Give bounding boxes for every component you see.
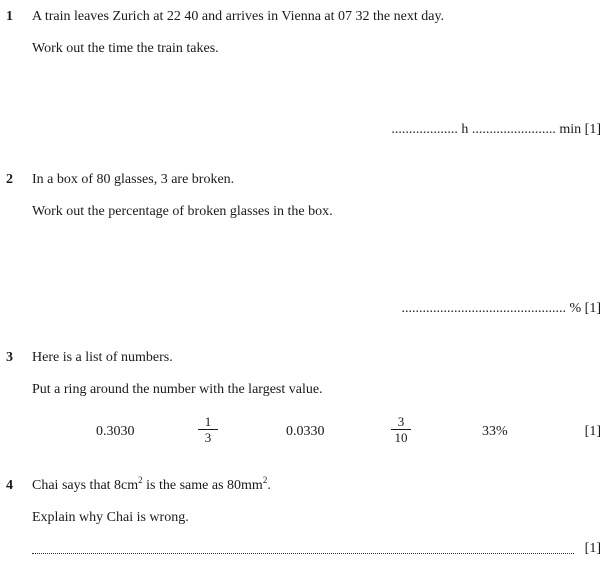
q4-text-pre: Chai says that 8 — [32, 478, 122, 493]
question-4-number: 4 — [6, 478, 13, 493]
question-3-marks: [1] — [584, 424, 601, 439]
question-3-instruction: Put a ring around the number with the largest value. — [32, 382, 323, 397]
question-4-answer-line[interactable] — [32, 553, 574, 554]
exponent-squared: 2 — [262, 475, 268, 485]
question-4-instruction: Explain why Chai is wrong. — [32, 510, 189, 525]
question-4-marks: [1] — [584, 541, 601, 556]
fraction-numerator: 3 — [397, 414, 405, 429]
question-2-marks: [1] — [584, 301, 601, 316]
question-1-text: A train leaves Zurich at 22 40 and arrives in Vienna at 07 32 the next day. — [32, 9, 445, 24]
option-three-tenths[interactable] — [390, 415, 412, 444]
minutes-answer-dots[interactable]: ........................ — [471, 122, 556, 137]
option-0-3030[interactable]: 0.3030 — [96, 424, 135, 439]
question-4-text — [32, 475, 271, 494]
exponent-squared: 2 — [138, 475, 143, 485]
question-2-instruction: Work out the percentage of broken glasses in the box. — [32, 204, 333, 219]
fraction-denominator: 10 — [394, 430, 408, 445]
minutes-unit: min — [559, 122, 582, 137]
question-2-answer-line[interactable] — [402, 301, 602, 317]
percentage-answer-dots[interactable]: ............................................... — [401, 301, 566, 316]
q4-text-post: . — [267, 478, 271, 493]
question-2-text: In a box of 80 glasses, 3 are broken. — [32, 172, 235, 187]
option-one-third[interactable] — [197, 415, 219, 444]
question-1-number: 1 — [6, 9, 13, 24]
question-1-marks: [1] — [584, 122, 601, 137]
fraction-numerator: 1 — [204, 414, 212, 429]
unit-mm: mm — [241, 478, 263, 493]
hours-answer-dots[interactable]: ................... — [391, 122, 458, 137]
option-33-percent[interactable]: 33% — [482, 424, 508, 439]
question-2-number: 2 — [6, 172, 13, 187]
question-1-answer-line[interactable] — [391, 122, 601, 138]
question-3-number: 3 — [6, 350, 13, 365]
fraction-denominator: 3 — [204, 430, 212, 445]
unit-cm: cm — [121, 478, 139, 493]
percent-unit: % — [569, 301, 582, 316]
option-0-0330[interactable]: 0.0330 — [286, 424, 325, 439]
question-1-instruction: Work out the time the train takes. — [32, 41, 219, 56]
hours-unit: h — [461, 122, 469, 137]
q4-text-mid: is the same as 80 — [142, 478, 242, 493]
question-3-text: Here is a list of numbers. — [32, 350, 173, 365]
